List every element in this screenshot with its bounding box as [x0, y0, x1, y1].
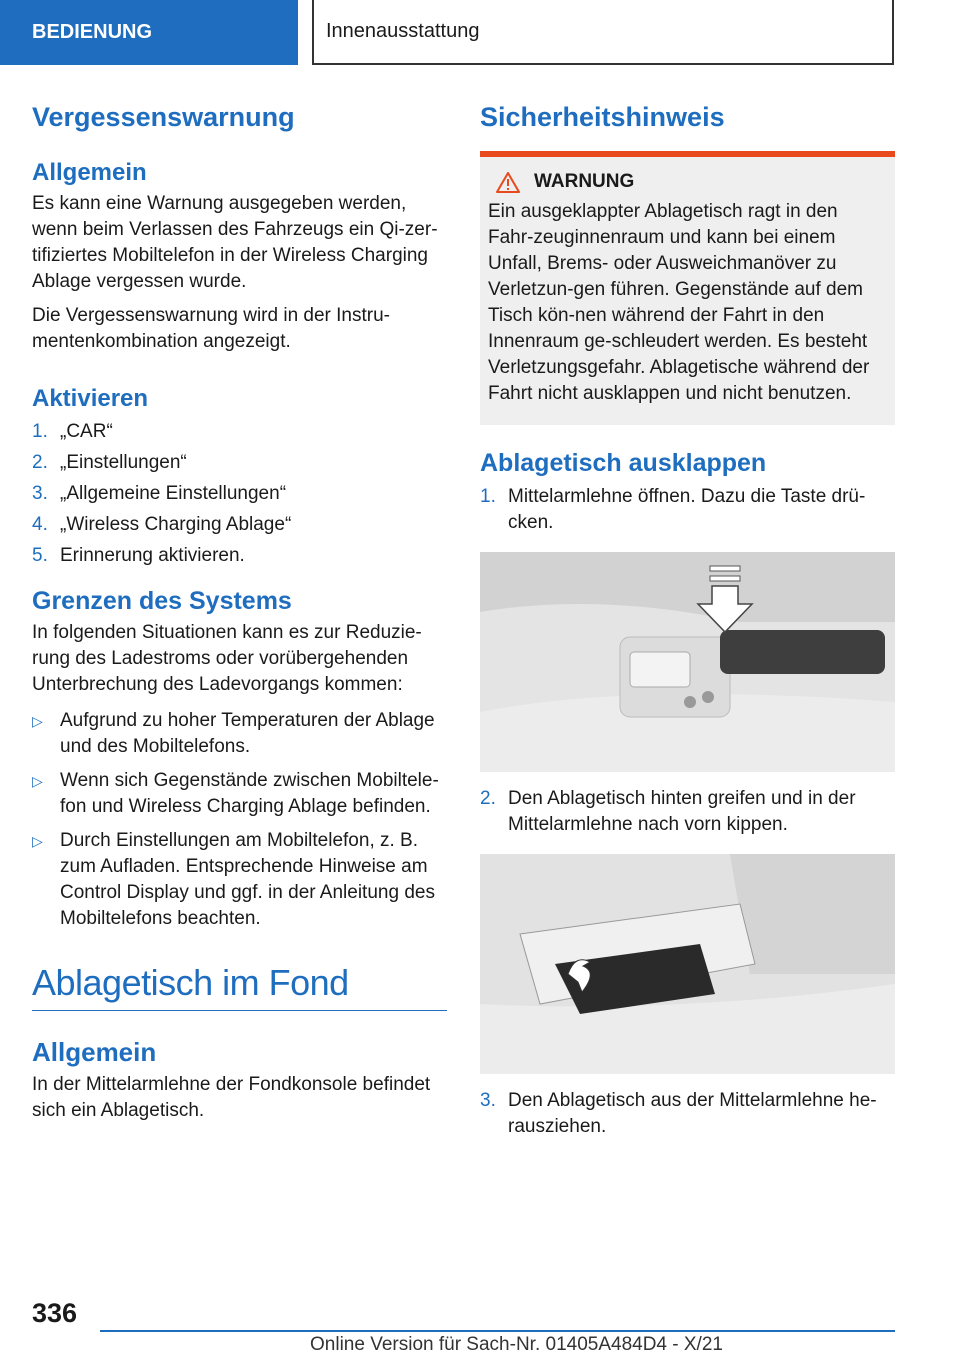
- tray-illustration: [480, 854, 895, 1074]
- heading-allgemein-2: Allgemein: [32, 1037, 157, 1067]
- list-item: [32, 481, 447, 507]
- list-item: [32, 512, 447, 538]
- list-item: [32, 768, 447, 820]
- bullet-text: Durch Einstellungen am Mobiltelefon, z. B. zum Aufladen. Entsprechende Hinweise am Control Display und ggf. in der Anleitung des Mobiltelefons beachten.: [60, 830, 435, 929]
- footer-online-version: Online Version für Sach-Nr. 01405A484D4 - X/21: [310, 1334, 723, 1355]
- section-title: Innenausstattung: [312, 0, 894, 65]
- step-number: 2.: [480, 788, 496, 809]
- armrest-button-photo: [480, 552, 895, 772]
- list-item: [32, 708, 447, 760]
- footer-rule: [100, 1330, 895, 1332]
- step-number: 3.: [480, 1090, 496, 1111]
- step-number: 1.: [480, 486, 496, 507]
- ausklappen-steps: [480, 484, 895, 536]
- step-text: „Wireless Charging Ablage“: [60, 514, 292, 535]
- heading-grenzen: Grenzen des Systems: [32, 587, 292, 615]
- heading-allgemein-1: Allgemein: [32, 159, 147, 186]
- warning-box: [480, 151, 895, 425]
- bullet-text: Aufgrund zu hoher Temperaturen der Ablage und des Mobiltelefons.: [60, 710, 435, 757]
- heading-ablagetisch-ausklappen: Ablagetisch ausklappen: [480, 449, 767, 477]
- warning-title: [488, 171, 887, 193]
- armrest-illustration: [480, 552, 895, 772]
- paragraph-grenzen-intro: In folgenden Situationen kann es zur Reduzie-rung des Ladestroms oder vorübergehenden Unterbrechung des Ladevorgangs kommen:: [32, 622, 422, 695]
- step-number: 3.: [32, 483, 48, 504]
- heading-rule: [32, 1010, 447, 1011]
- bullet-text: Wenn sich Gegenstände zwischen Mobiltele-fon und Wireless Charging Ablage befinden.: [60, 770, 439, 817]
- paragraph-allgemein-2: Die Vergessenswarnung wird in der Instru-mentenkombination angezeigt.: [32, 305, 391, 352]
- list-item: [480, 1088, 895, 1140]
- ausklappen-steps-2: [480, 786, 895, 838]
- warning-text: Ein ausgeklappter Ablagetisch ragt in den Fahr-zeuginnenraum und kann bei einem Unfall, Brems- oder Ausweichmanöver zu Verletzun-gen führen. Gegenstände auf dem Tisch kön-nen während der Fahrt in den Innenraum ge-schleudert werden. Es besteht Verletzungsgefahr. Ablagetische während der Fahrt nicht ausklappen und nicht benutzen.: [488, 201, 870, 404]
- step-text: Mittelarmlehne öffnen. Dazu die Taste drü-cken.: [508, 486, 866, 533]
- step-number: 2.: [32, 452, 48, 473]
- step-text: „Allgemeine Einstellungen“: [60, 483, 287, 504]
- step-text: Den Ablagetisch hinten greifen und in der Mittelarmlehne nach vorn kippen.: [508, 788, 856, 835]
- right-column: [480, 100, 895, 1145]
- heading-sicherheitshinweis: Sicherheitshinweis: [480, 102, 725, 132]
- paragraph-allgemein-1: Es kann eine Warnung ausgegeben werden, wenn beim Verlassen des Fahrzeugs ein Qi-zer-tifiziertes Mobiltelefon in der Wireless Charging Ablage vergessen wurde.: [32, 193, 438, 292]
- step-text: „CAR“: [60, 421, 113, 442]
- grenzen-list: [32, 708, 447, 932]
- list-item: [32, 419, 447, 445]
- paragraph-allgemein-fond: In der Mittelarmlehne der Fondkonsole befindet sich ein Ablagetisch.: [32, 1074, 431, 1121]
- list-item: [480, 786, 895, 838]
- step-number: 1.: [32, 421, 48, 442]
- list-item: [32, 450, 447, 476]
- list-item: [480, 484, 895, 536]
- step-text: Den Ablagetisch aus der Mittelarmlehne he-rausziehen.: [508, 1090, 877, 1137]
- step-text: Erinnerung aktivieren.: [60, 545, 245, 566]
- heading-ablagetisch-im-fond: Ablagetisch im Fond: [32, 962, 349, 1003]
- bullet-triangle-icon: ▷: [32, 833, 43, 849]
- bullet-triangle-icon: ▷: [32, 713, 43, 729]
- aktivieren-steps: [32, 419, 447, 569]
- warning-triangle-icon: [496, 172, 520, 193]
- list-item: [32, 828, 447, 932]
- page-number: 336: [32, 1298, 78, 1328]
- left-column: [32, 100, 447, 1124]
- list-item: [32, 543, 447, 569]
- step-number: 4.: [32, 514, 48, 535]
- warning-label: WARNUNG: [534, 171, 635, 192]
- ausklappen-steps-3: [480, 1088, 895, 1140]
- bullet-triangle-icon: ▷: [32, 773, 43, 789]
- heading-vergessenswarnung: Vergessenswarnung: [32, 102, 295, 132]
- step-text: „Einstellungen“: [60, 452, 187, 473]
- chapter-tab[interactable]: BEDIENUNG: [0, 0, 298, 65]
- step-number: 5.: [32, 545, 48, 566]
- tray-tilt-photo: [480, 854, 895, 1074]
- heading-aktivieren: Aktivieren: [32, 385, 149, 412]
